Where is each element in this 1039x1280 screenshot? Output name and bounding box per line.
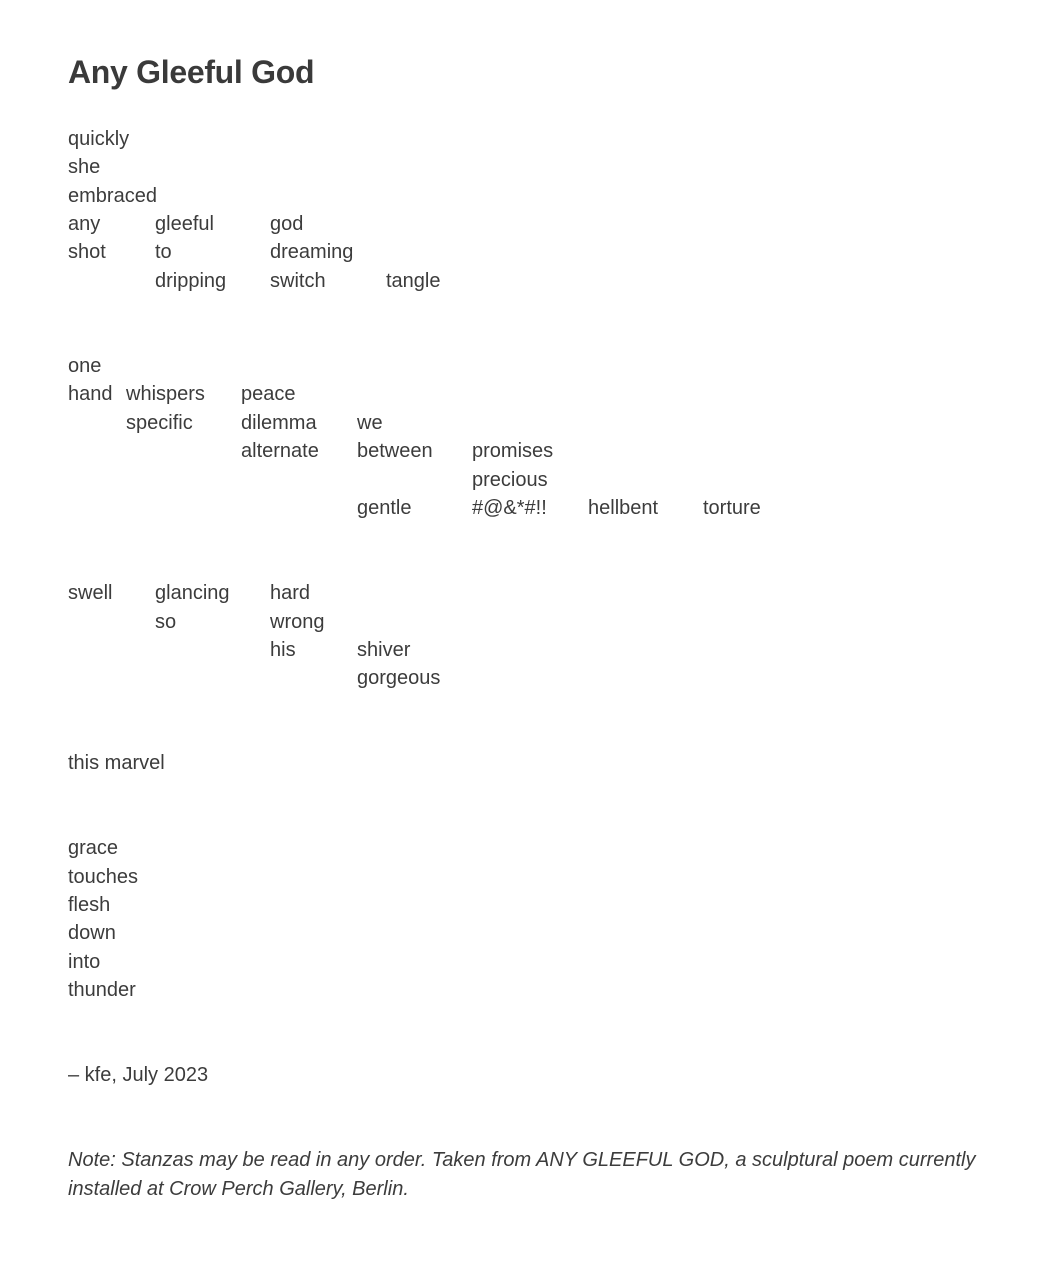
word: so: [155, 611, 177, 633]
word: alternate: [241, 440, 319, 462]
word: touches: [68, 866, 139, 888]
word: shot: [68, 241, 106, 263]
word: promises: [472, 440, 554, 462]
word: one: [68, 355, 102, 377]
word: quickly: [68, 128, 130, 150]
poem-line: this marvel: [68, 752, 165, 774]
word: dilemma: [241, 412, 317, 434]
word: wrong: [270, 611, 325, 633]
poem-title: Any Gleeful God: [68, 54, 315, 90]
word: tangle: [386, 270, 441, 292]
word: his: [270, 639, 296, 661]
word: embraced: [68, 185, 157, 207]
word: to: [155, 241, 172, 263]
word: dreaming: [270, 241, 354, 263]
word: specific: [126, 412, 193, 434]
word: torture: [703, 497, 761, 519]
word: shiver: [357, 639, 411, 661]
word: grace: [68, 837, 119, 859]
word: gleeful: [155, 213, 214, 235]
word: dripping: [155, 270, 227, 292]
word: into: [68, 951, 101, 973]
word: hard: [270, 582, 311, 604]
word: down: [68, 922, 116, 944]
word: we: [357, 412, 383, 434]
word: #@&*#!!: [472, 497, 547, 519]
word: hellbent: [588, 497, 659, 519]
signature: – kfe, July 2023: [68, 1064, 209, 1086]
word: any: [68, 213, 101, 235]
word: glancing: [155, 582, 230, 604]
word: god: [270, 213, 304, 235]
word: gorgeous: [357, 667, 441, 689]
word: swell: [68, 582, 113, 604]
word: gentle: [357, 497, 412, 519]
word: switch: [270, 270, 326, 292]
poem-note: Note: Stanzas may be read in any order. Taken from ANY GLEEFUL GOD, a sculptural poem currently installed at Crow Perch Gallery, Berlin.: [68, 1149, 976, 1200]
word: thunder: [68, 979, 136, 1001]
word: whispers: [126, 383, 205, 405]
word: she: [68, 156, 101, 178]
word: flesh: [68, 894, 111, 916]
word: precious: [472, 469, 548, 491]
word: peace: [241, 383, 296, 405]
word: between: [357, 440, 433, 462]
word: hand: [68, 383, 113, 405]
